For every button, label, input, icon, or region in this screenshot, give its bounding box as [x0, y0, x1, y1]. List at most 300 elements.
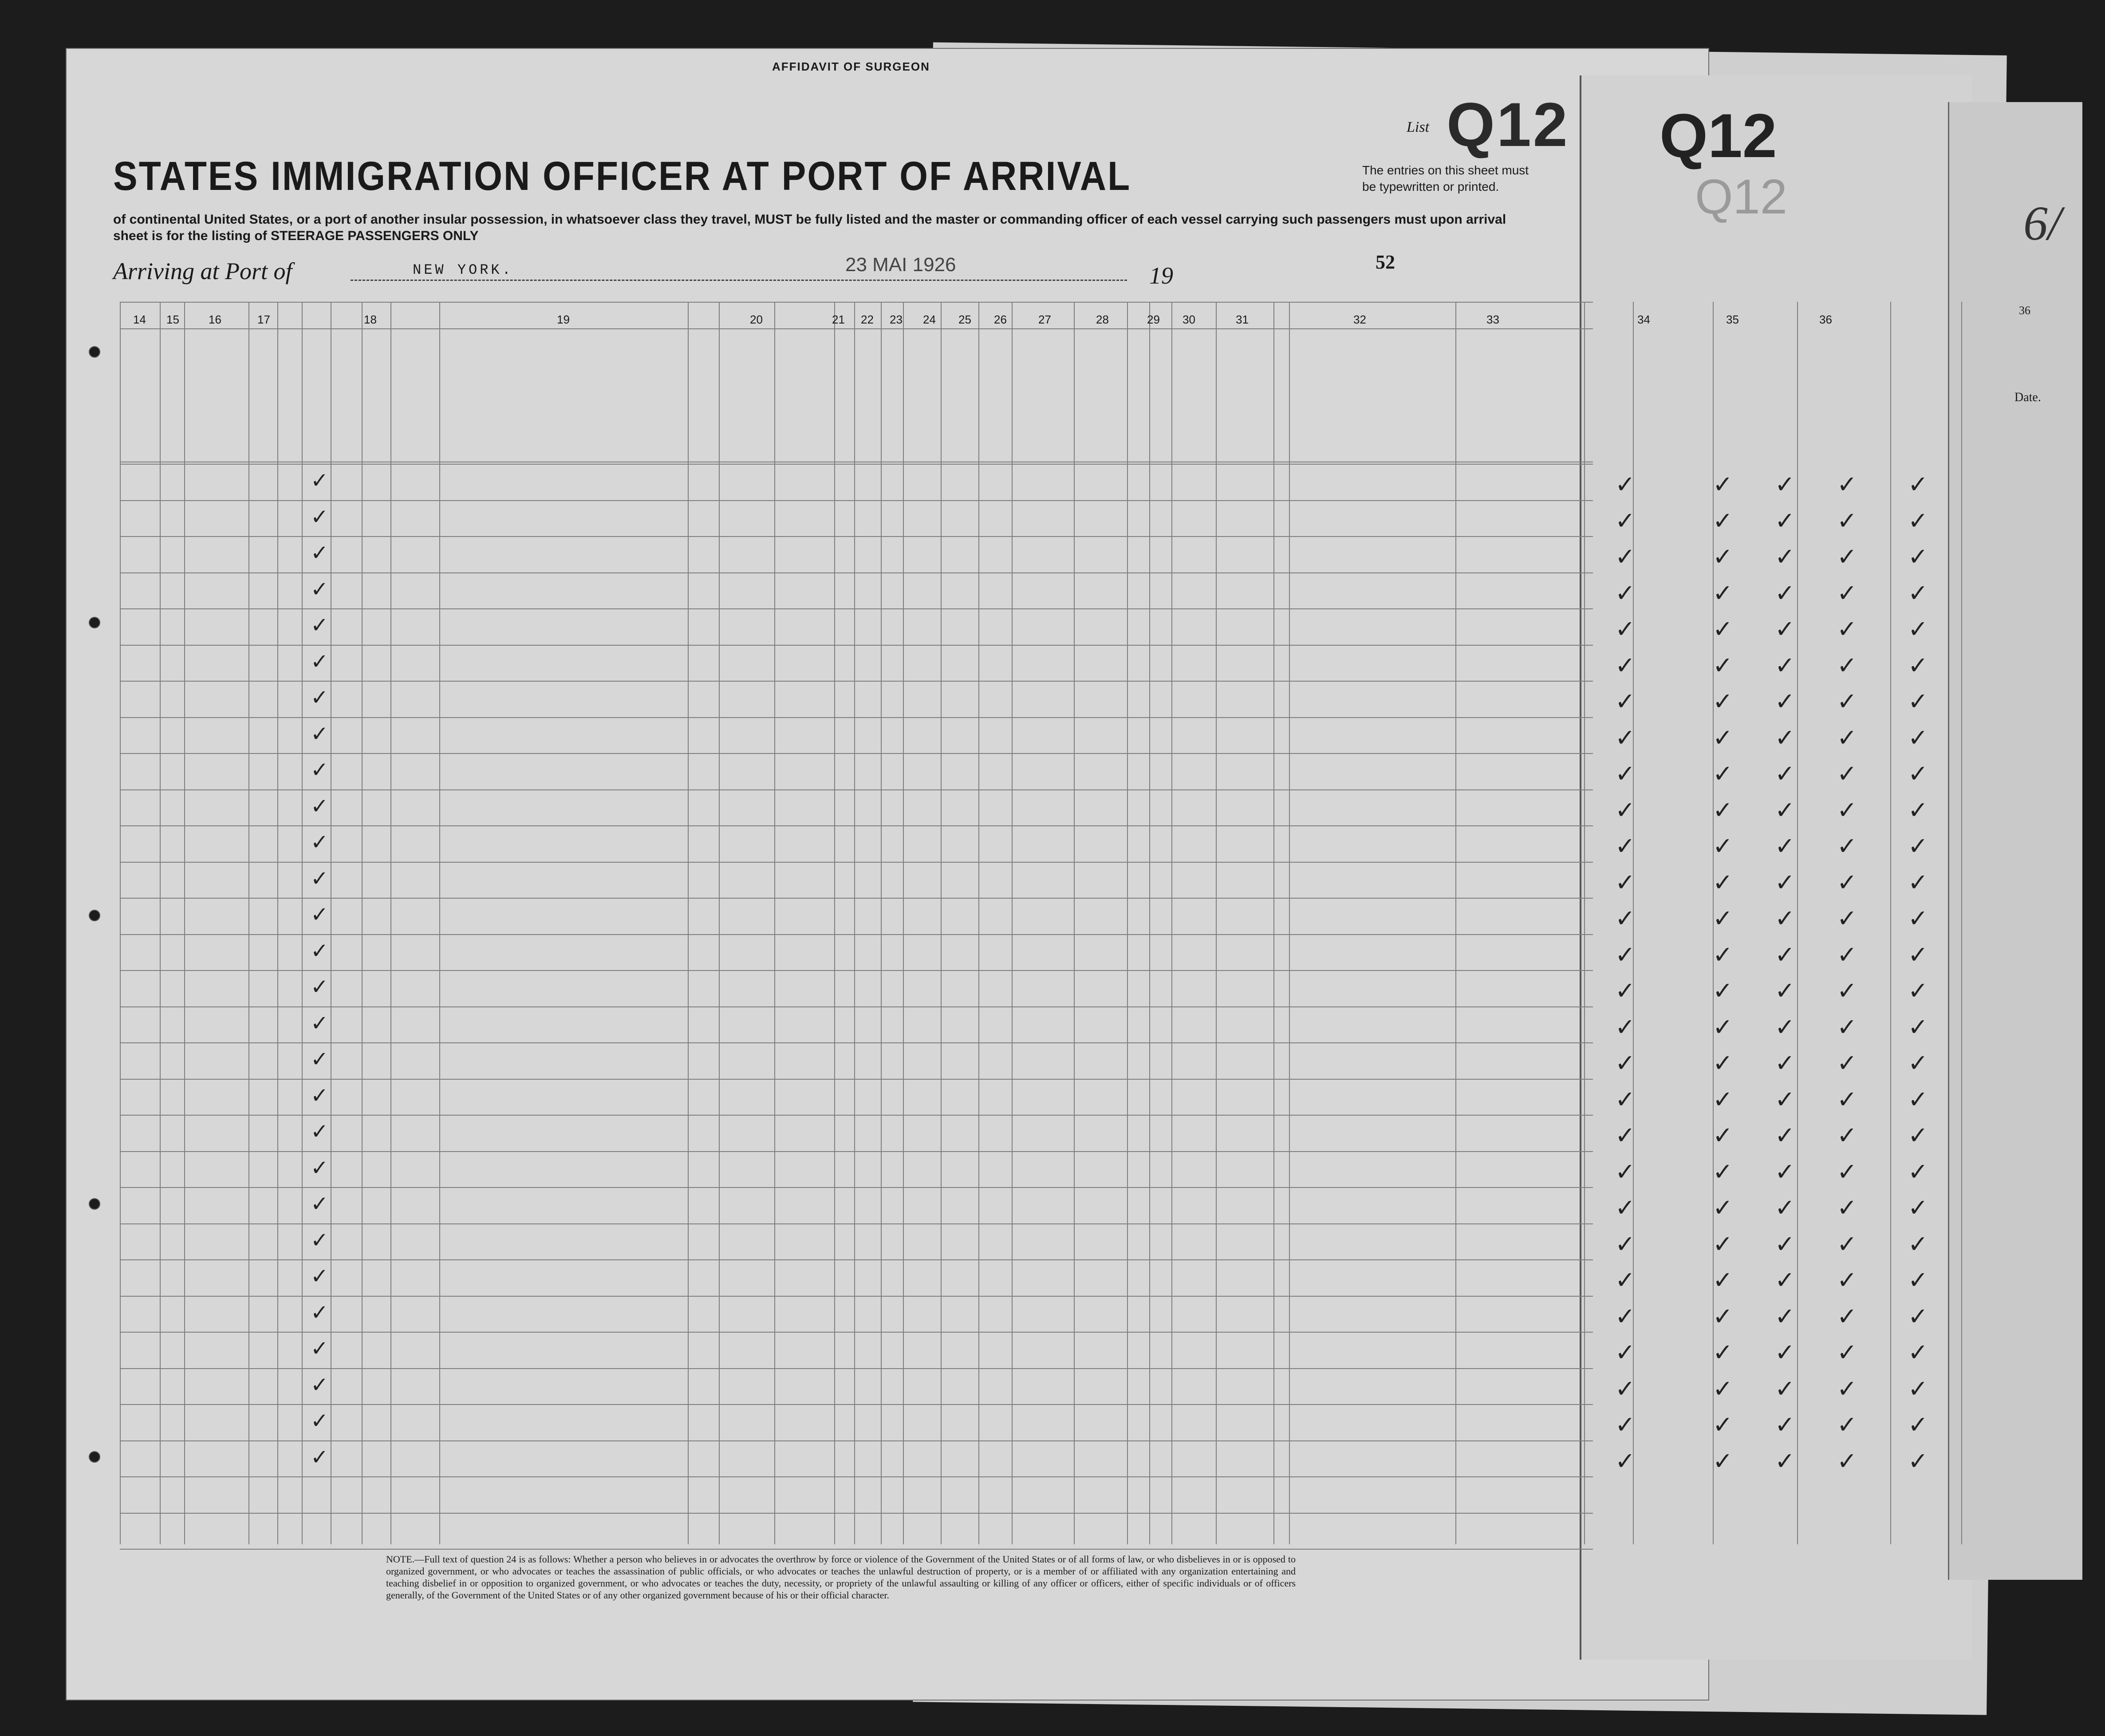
far-right-col-number: 36 [2019, 304, 2030, 317]
visa-check-icon: ✓ [1837, 1266, 1857, 1294]
row-paid-by [185, 1409, 248, 1435]
row-rule [120, 1549, 1593, 1550]
visa-check-icon: ✓ [1713, 1085, 1733, 1113]
row-paid-by [185, 577, 248, 604]
row-paid-by [185, 1445, 248, 1472]
manifest-check-icon: ✓ [311, 1083, 329, 1108]
visa-check-icon: ✓ [1775, 579, 1795, 607]
visa-check-icon: ✓ [1775, 651, 1795, 679]
column-number-31: 31 [1236, 313, 1249, 326]
row-join [444, 760, 686, 787]
column-number-19: 19 [557, 313, 570, 326]
visa-sheet-code-faint: Q12 [1695, 170, 1787, 224]
visa-check-icon: ✓ [1908, 832, 1928, 860]
row-join [444, 796, 686, 824]
visa-check-icon: ✓ [1713, 1302, 1733, 1330]
column-divider [1890, 302, 1891, 1544]
visa-check-icon: ✓ [1837, 687, 1857, 715]
column-number-24: 24 [923, 313, 936, 326]
manifest-check-icon: ✓ [311, 468, 329, 493]
manifest-check-icon: ✓ [311, 1010, 329, 1036]
header-top-rule [120, 302, 1593, 303]
visa-check-icon: ✓ [1713, 1194, 1733, 1222]
row-join [444, 832, 686, 860]
column-divider [184, 302, 185, 1544]
far-right-mark: 6/ [2023, 196, 2062, 250]
year-prefix: 19 [1149, 262, 1173, 289]
visa-check-icon: ✓ [1775, 687, 1795, 715]
visa-check-icon: ✓ [1837, 1194, 1857, 1222]
visa-check-icon: ✓ [1908, 1230, 1928, 1258]
visa-check-icon: ✓ [1775, 1302, 1795, 1330]
row-join [444, 470, 686, 498]
visa-check-icon: ✓ [1713, 1338, 1733, 1366]
row-join [444, 1375, 686, 1402]
row-join [444, 1085, 686, 1113]
visa-check-icon: ✓ [1775, 1121, 1795, 1149]
manifest-check-icon: ✓ [311, 975, 329, 999]
column-number-35: 35 [1726, 313, 1739, 326]
visa-check-icon: ✓ [1775, 760, 1795, 788]
visa-check-icon: ✓ [1837, 904, 1857, 932]
visa-check-icon: ✓ [1837, 940, 1857, 969]
visa-check-icon: ✓ [1615, 1013, 1636, 1041]
manifest-check-icon: ✓ [311, 758, 329, 782]
row-rule [120, 1223, 1593, 1224]
manifest-check-icon: ✓ [311, 685, 329, 710]
row-join [444, 579, 686, 607]
date-stamp: 23 MAI 1926 [845, 254, 956, 276]
row-paid-by [185, 1047, 248, 1073]
row-rule [120, 1151, 1593, 1152]
row-rule [120, 717, 1593, 718]
arriving-underline [351, 280, 1127, 281]
column-number-25: 25 [958, 313, 971, 326]
visa-check-icon: ✓ [1837, 1374, 1857, 1403]
row-paid-by [185, 939, 248, 965]
visa-check-icon: ✓ [1713, 615, 1733, 643]
visa-check-icon: ✓ [1837, 506, 1857, 535]
port-value: NEW YORK. [413, 262, 513, 278]
row-join [444, 868, 686, 896]
row-paid-by [185, 975, 248, 1001]
row-paid-by [185, 649, 248, 676]
visa-check-icon: ✓ [1713, 543, 1733, 571]
visa-check-icon: ✓ [1775, 1411, 1795, 1439]
visa-check-icon: ✓ [1775, 506, 1795, 535]
row-rule [120, 1259, 1593, 1260]
visa-check-icon: ✓ [1775, 543, 1795, 571]
affidavit-heading: AFFIDAVIT OF SURGEON [772, 60, 930, 73]
column-divider [719, 302, 720, 1544]
visa-check-icon: ✓ [1615, 1049, 1636, 1077]
visa-check-icon: ✓ [1908, 1157, 1928, 1186]
row-rule [120, 500, 1593, 501]
visa-check-icon: ✓ [1775, 1194, 1795, 1222]
row-rule [120, 1115, 1593, 1116]
column-number-14: 14 [133, 313, 146, 326]
column-number-21: 21 [832, 313, 845, 326]
visa-check-icon: ✓ [1615, 1230, 1636, 1258]
manifest-check-icon: ✓ [311, 1336, 329, 1361]
visa-check-icon: ✓ [1908, 796, 1928, 824]
manifest-check-icon: ✓ [311, 866, 329, 891]
column-divider [1171, 302, 1172, 1544]
visa-check-icon: ✓ [1615, 470, 1636, 498]
manifest-check-icon: ✓ [311, 1264, 329, 1289]
manifest-check-icon: ✓ [311, 1192, 329, 1216]
manifest-check-icon: ✓ [311, 576, 329, 602]
row-rule [120, 934, 1593, 935]
visa-check-icon: ✓ [1615, 723, 1636, 752]
column-divider [903, 302, 904, 1544]
row-join [444, 651, 686, 679]
visa-check-icon: ✓ [1713, 723, 1733, 752]
row-rule [120, 825, 1593, 826]
visa-check-icon: ✓ [1713, 579, 1733, 607]
visa-check-icon: ✓ [1615, 1447, 1636, 1475]
row-rule [120, 789, 1593, 790]
column-divider [1797, 302, 1798, 1544]
column-divider [1127, 302, 1128, 1544]
column-divider [1289, 302, 1290, 1544]
visa-check-icon: ✓ [1908, 904, 1928, 932]
visa-check-icon: ✓ [1713, 760, 1733, 788]
visa-check-icon: ✓ [1837, 796, 1857, 824]
visa-check-icon: ✓ [1908, 470, 1928, 498]
visa-check-icon: ✓ [1837, 760, 1857, 788]
visa-check-icon: ✓ [1837, 1338, 1857, 1366]
visa-check-icon: ✓ [1775, 977, 1795, 1005]
visa-check-icon: ✓ [1713, 940, 1733, 969]
column-divider [1273, 302, 1274, 1544]
visa-check-icon: ✓ [1908, 687, 1928, 715]
column-divider [277, 302, 278, 1544]
row-join [444, 1049, 686, 1077]
row-rule [120, 608, 1593, 609]
footnote: NOTE.—Full text of question 24 is as follows: Whether a person who believes in or advocates the overthrow by force or violence of the Government of the United States or of all forms of law, or who disbelieves in or is opposed to organized government, or who advocates or teaches the assassination of public officials, or who advocates or teaches the unlawful destruction of property, or is a member of or affiliated with any organization entertaining and teaching disbelief in or opposition to organized government, or who advocates or teaches the duty, necessity, or propriety of the unlawful assaulting or killing of any officer or officers, either of specific individuals or of officers generally, of the Government of the United States or of any other organized government because of his or their official character. [386, 1554, 1296, 1601]
row-join [444, 1013, 686, 1041]
visa-check-icon: ✓ [1713, 470, 1733, 498]
visa-check-icon: ✓ [1775, 904, 1795, 932]
visa-check-icon: ✓ [1908, 543, 1928, 571]
row-paid-by [185, 1083, 248, 1110]
row-rule [120, 970, 1593, 971]
visa-check-icon: ✓ [1615, 1302, 1636, 1330]
row-rule [120, 1187, 1593, 1188]
visa-check-icon: ✓ [1908, 1266, 1928, 1294]
visa-check-icon: ✓ [1908, 1121, 1928, 1149]
row-join [444, 1121, 686, 1149]
column-divider [362, 302, 363, 1544]
column-divider [834, 302, 835, 1544]
column-number-34: 34 [1637, 313, 1650, 326]
row-join [444, 615, 686, 643]
visa-check-icon: ✓ [1837, 1411, 1857, 1439]
row-paid-by [185, 1228, 248, 1255]
row-paid-by [185, 830, 248, 856]
visa-check-icon: ✓ [1837, 1157, 1857, 1186]
manifest-check-icon: ✓ [311, 721, 329, 746]
far-right-col-header: Date. [2014, 391, 2041, 404]
row-join [444, 1230, 686, 1258]
visa-check-icon: ✓ [1775, 868, 1795, 896]
visa-check-icon: ✓ [1775, 940, 1795, 969]
visa-check-icon: ✓ [1908, 579, 1928, 607]
visa-check-icon: ✓ [1837, 470, 1857, 498]
column-number-22: 22 [861, 313, 874, 326]
manifest-check-icon: ✓ [311, 902, 329, 927]
page-title: STATES IMMIGRATION OFFICER AT PORT OF ARRIVAL [113, 154, 1131, 199]
visa-check-icon: ✓ [1837, 543, 1857, 571]
column-number-20: 20 [750, 313, 763, 326]
manifest-check-icon: ✓ [311, 1155, 329, 1180]
header-colno-rule [120, 328, 1593, 329]
visa-check-icon: ✓ [1713, 1013, 1733, 1041]
column-number-27: 27 [1038, 313, 1051, 326]
row-rule [120, 1476, 1593, 1477]
visa-check-icon: ✓ [1908, 506, 1928, 535]
column-number-18: 18 [364, 313, 377, 326]
visa-check-icon: ✓ [1615, 651, 1636, 679]
visa-check-icon: ✓ [1713, 1230, 1733, 1258]
binder-hole [89, 1198, 100, 1210]
visa-check-icon: ✓ [1908, 1338, 1928, 1366]
column-number-23: 23 [890, 313, 903, 326]
visa-check-icon: ✓ [1775, 1049, 1795, 1077]
arriving-label: Arriving at Port of [113, 258, 292, 284]
visa-check-icon: ✓ [1837, 723, 1857, 752]
column-divider [120, 302, 121, 1544]
row-rule [120, 1368, 1593, 1369]
row-paid-by [185, 685, 248, 712]
column-number-17: 17 [257, 313, 270, 326]
column-divider [390, 302, 391, 1544]
visa-check-icon: ✓ [1908, 1374, 1928, 1403]
row-paid-by [185, 1119, 248, 1146]
row-rule [120, 1042, 1593, 1043]
visa-check-icon: ✓ [1615, 832, 1636, 860]
row-paid-by [185, 541, 248, 567]
visa-check-icon: ✓ [1713, 1374, 1733, 1403]
visa-check-icon: ✓ [1775, 1157, 1795, 1186]
column-divider [1455, 302, 1456, 1544]
row-rule [120, 681, 1593, 682]
row-paid-by [185, 1300, 248, 1327]
row-paid-by [185, 1336, 248, 1363]
manifest-check-icon: ✓ [311, 938, 329, 963]
column-number-32: 32 [1353, 313, 1366, 326]
visa-check-icon: ✓ [1615, 1121, 1636, 1149]
visa-check-icon: ✓ [1908, 760, 1928, 788]
row-rule [120, 1296, 1593, 1297]
visa-check-icon: ✓ [1615, 1266, 1636, 1294]
visa-check-icon: ✓ [1837, 868, 1857, 896]
visa-check-icon: ✓ [1908, 1013, 1928, 1041]
visa-check-icon: ✓ [1615, 940, 1636, 969]
visa-check-icon: ✓ [1713, 904, 1733, 932]
row-rule [120, 1404, 1593, 1405]
visa-check-icon: ✓ [1837, 1230, 1857, 1258]
visa-check-icon: ✓ [1775, 723, 1795, 752]
row-paid-by [185, 1373, 248, 1399]
intro-line-2: sheet is for the listing of STEERAGE PASSENGERS ONLY [113, 229, 479, 243]
manifest-check-icon: ✓ [311, 1372, 329, 1397]
column-number-36: 36 [1819, 313, 1832, 326]
row-paid-by [185, 468, 248, 495]
manifest-check-icon: ✓ [311, 649, 329, 674]
row-paid-by [185, 758, 248, 784]
visa-check-icon: ✓ [1615, 1374, 1636, 1403]
visa-check-icon: ✓ [1908, 868, 1928, 896]
row-paid-by [185, 902, 248, 929]
visa-check-icon: ✓ [1775, 1085, 1795, 1113]
binder-hole [89, 1451, 100, 1463]
row-join [444, 1411, 686, 1438]
row-paid-by [185, 1264, 248, 1290]
row-rule [120, 1079, 1593, 1080]
visa-check-icon: ✓ [1615, 615, 1636, 643]
visa-check-icon: ✓ [1615, 579, 1636, 607]
binder-hole [89, 617, 100, 628]
far-right-sheet [1948, 102, 2082, 1580]
visa-check-icon: ✓ [1775, 1447, 1795, 1475]
visa-check-icon: ✓ [1615, 868, 1636, 896]
visa-check-icon: ✓ [1775, 796, 1795, 824]
intro-line-1: of continental United States, or a port of another insular possession, in whatsoever class they travel, MUST be fully listed and the master or commanding officer of each vessel carrying such passengers must upon arrival [113, 212, 1506, 227]
manifest-check-icon: ✓ [311, 613, 329, 638]
row-rule [120, 753, 1593, 754]
column-number-33: 33 [1486, 313, 1499, 326]
column-divider [941, 302, 942, 1544]
visa-check-icon: ✓ [1713, 832, 1733, 860]
row-join [444, 1447, 686, 1475]
visa-check-icon: ✓ [1837, 1049, 1857, 1077]
visa-check-icon: ✓ [1837, 651, 1857, 679]
row-join [444, 543, 686, 570]
visa-check-icon: ✓ [1713, 1447, 1733, 1475]
visa-check-icon: ✓ [1908, 977, 1928, 1005]
manifest-check-icon: ✓ [311, 1047, 329, 1072]
binder-hole [89, 346, 100, 358]
visa-check-icon: ✓ [1713, 796, 1733, 824]
visa-check-icon: ✓ [1908, 940, 1928, 969]
column-divider [688, 302, 689, 1544]
column-divider [1012, 302, 1013, 1544]
row-join [444, 941, 686, 968]
visa-check-icon: ✓ [1775, 1374, 1795, 1403]
visa-check-icon: ✓ [1837, 1013, 1857, 1041]
row-join [444, 1266, 686, 1294]
visa-check-icon: ✓ [1775, 1013, 1795, 1041]
row-rule [120, 1513, 1593, 1514]
visa-check-icon: ✓ [1615, 1157, 1636, 1186]
visa-check-icon: ✓ [1775, 1266, 1795, 1294]
visa-check-icon: ✓ [1908, 615, 1928, 643]
year-suffix: 52 [1376, 251, 1395, 273]
manifest-check-icon: ✓ [311, 541, 329, 565]
row-paid-by [185, 613, 248, 639]
row-paid-by [185, 505, 248, 531]
column-divider [1584, 302, 1585, 1544]
column-divider [248, 302, 249, 1544]
row-join [444, 1302, 686, 1330]
visa-check-icon: ✓ [1837, 579, 1857, 607]
visa-check-icon: ✓ [1837, 615, 1857, 643]
visa-check-icon: ✓ [1908, 1194, 1928, 1222]
column-number-28: 28 [1096, 313, 1109, 326]
visa-check-icon: ✓ [1775, 1338, 1795, 1366]
visa-check-icon: ✓ [1713, 1049, 1733, 1077]
visa-check-icon: ✓ [1713, 1411, 1733, 1439]
row-join [444, 724, 686, 751]
visa-check-icon: ✓ [1837, 832, 1857, 860]
column-divider [881, 302, 882, 1544]
visa-check-icon: ✓ [1615, 1194, 1636, 1222]
manifest-check-icon: ✓ [311, 830, 329, 855]
row-rule [120, 862, 1593, 863]
visa-check-icon: ✓ [1775, 615, 1795, 643]
visa-check-icon: ✓ [1615, 543, 1636, 571]
column-divider [1216, 302, 1217, 1544]
visa-check-icon: ✓ [1713, 1157, 1733, 1186]
manifest-check-icon: ✓ [311, 793, 329, 819]
row-join [444, 1158, 686, 1185]
row-rule [120, 464, 1593, 465]
visa-check-icon: ✓ [1615, 687, 1636, 715]
binder-hole [89, 910, 100, 921]
visa-check-icon: ✓ [1615, 1338, 1636, 1366]
row-rule [120, 572, 1593, 573]
row-rule [120, 1332, 1593, 1333]
row-paid-by [185, 1011, 248, 1038]
visa-check-icon: ✓ [1615, 904, 1636, 932]
column-divider [160, 302, 161, 1544]
column-divider [302, 302, 303, 1544]
column-divider [774, 302, 775, 1544]
notice-line-2: be typewritten or printed. [1362, 180, 1499, 193]
visa-check-icon: ✓ [1713, 651, 1733, 679]
visa-check-icon: ✓ [1615, 977, 1636, 1005]
row-join [444, 1338, 686, 1366]
row-rule [120, 536, 1593, 537]
row-join [444, 977, 686, 1004]
visa-check-icon: ✓ [1775, 1230, 1795, 1258]
row-rule [120, 898, 1593, 899]
visa-check-icon: ✓ [1615, 506, 1636, 535]
visa-check-icon: ✓ [1615, 1411, 1636, 1439]
visa-check-icon: ✓ [1908, 1302, 1928, 1330]
visa-check-icon: ✓ [1713, 506, 1733, 535]
row-paid-by [185, 866, 248, 893]
row-join [444, 1194, 686, 1221]
visa-check-icon: ✓ [1615, 760, 1636, 788]
visa-sheet-code: Q12 [1660, 101, 1777, 170]
visa-check-icon: ✓ [1837, 977, 1857, 1005]
column-number-26: 26 [994, 313, 1007, 326]
manifest-check-icon: ✓ [311, 1119, 329, 1144]
visa-check-icon: ✓ [1615, 1085, 1636, 1113]
column-divider [1149, 302, 1150, 1544]
visa-check-icon: ✓ [1713, 1121, 1733, 1149]
visa-check-icon: ✓ [1908, 1447, 1928, 1475]
row-join [444, 687, 686, 715]
manifest-check-icon: ✓ [311, 1409, 329, 1433]
visa-check-icon: ✓ [1713, 1266, 1733, 1294]
visa-check-icon: ✓ [1837, 1447, 1857, 1475]
visa-check-icon: ✓ [1908, 1049, 1928, 1077]
row-rule [120, 645, 1593, 646]
